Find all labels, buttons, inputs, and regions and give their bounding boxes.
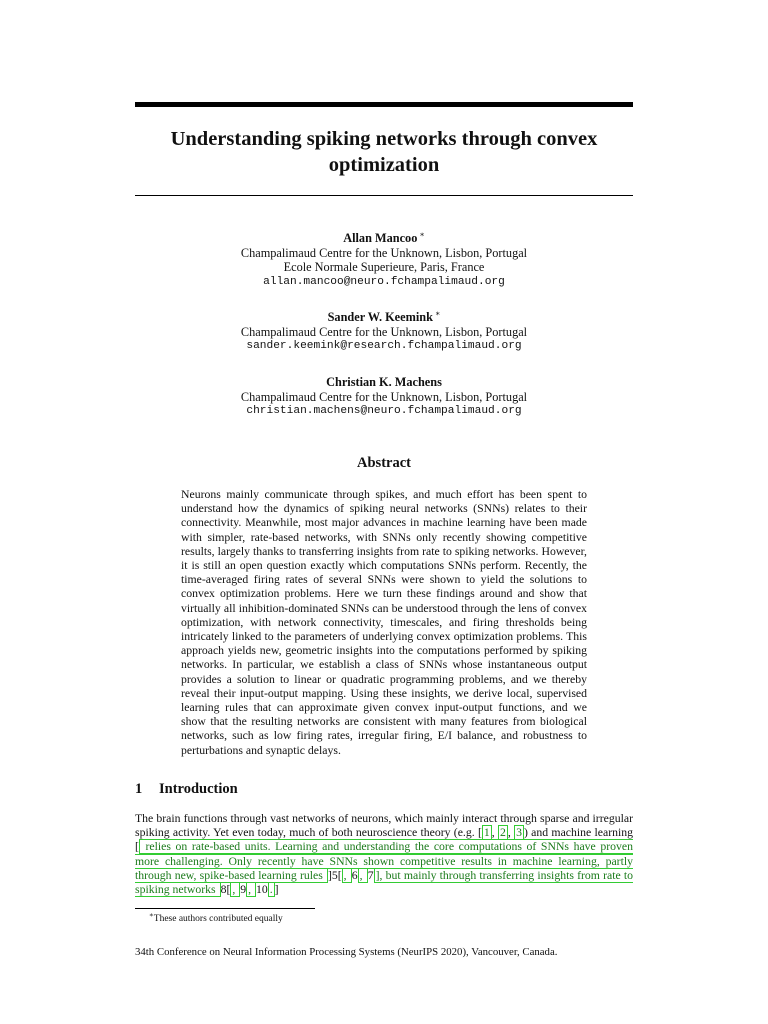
intro-text: 9 bbox=[240, 883, 247, 897]
intro-text: , bbox=[507, 826, 515, 840]
author-block bbox=[135, 310, 633, 354]
section-number: 1 bbox=[135, 781, 143, 797]
author-email[interactable]: christian.machens@neuro.fchampalimaud.org bbox=[246, 405, 522, 418]
author-name: Sander W. Keemink bbox=[327, 310, 433, 324]
citation-link[interactable]: , bbox=[359, 868, 366, 882]
footnote-text: These authors contributed equally bbox=[153, 914, 283, 925]
abstract-heading: Abstract bbox=[357, 455, 411, 471]
author-email[interactable]: sander.keemink@research.fchampalimaud.org bbox=[246, 340, 522, 353]
introduction-paragraph bbox=[135, 812, 633, 897]
footnote-mark: ∗ bbox=[149, 911, 154, 919]
citation-link[interactable]: ], but mainly through transferring insights from rate to spiking networks bbox=[135, 868, 634, 897]
citation-fragment: [ bbox=[135, 840, 139, 854]
citation-fragment: ] bbox=[274, 883, 279, 897]
abstract-text: Neurons mainly communicate through spikes, and much effort has been spent to understand how the dynamics of spiking neural networks (SNNs) relates to their connectivity. Meanwhile, most major advances in machine learning have been made with simpler, rate-based networks, with SNNs only recently showing competitive results, largely thanks to transferring insights from rate to spiking networks. However, it is still an open question exactly which computations SNNs perform. Recently, the time-averaged firing rates of several SNNs were shown to yield the solutions to convex optimization problems. Here we turn these findings around and show that virtually all inhibition-dominated SNNs can be understood through the lens of convex optimization, with network connectivity, timescales, and firing thresholds being intricately linked to the parameters of underlying convex optimization problems. This approach yields new, geometric insights into the computations performed by spiking networks. In particular, we establish a class of SNNs whose instantaneous output provides a solution to linear or quadratic programming problems, and we thereby reveal their input-output mapping. Using these insights, we derive local, supervised learning rules that can approximate given convex input-output functions, and we show that the resulting networks are consistent with many features from biological networks, such as low firing rates, irregular firing, E/I balance, and robustness to perturbations and synaptic delays. bbox=[181, 488, 587, 757]
citation-link[interactable]: relies on rate-based units. Learning and understanding the core computations of SNNs have proven more challenging. Only recently have SNNs shown competitive results in machine learning, partly through new, spike-based learning rules bbox=[135, 840, 633, 882]
paper-title: Understanding spiking networks through convex optimization bbox=[170, 128, 598, 176]
intro-text: 8 bbox=[220, 883, 227, 897]
title-bottom-rule bbox=[135, 195, 633, 196]
intro-text: , bbox=[491, 826, 498, 840]
author-block bbox=[135, 375, 633, 419]
citation-link[interactable]: , bbox=[232, 883, 239, 897]
footnote-rule bbox=[135, 908, 315, 909]
author-affiliation: Champalimaud Centre for the Unknown, Lisbon, Portugal bbox=[240, 324, 528, 339]
author-name: Allan Mancoo bbox=[343, 231, 418, 245]
intro-text: ) and machine learning bbox=[523, 826, 634, 840]
intro-text: 7 bbox=[367, 868, 374, 882]
citation-link[interactable]: 1 bbox=[483, 826, 490, 840]
citation-fragment: [ bbox=[337, 868, 342, 882]
author-affiliation: Ecole Normale Superieure, Paris, France bbox=[283, 260, 485, 275]
author-affiliation: Champalimaud Centre for the Unknown, Lisbon, Portugal bbox=[240, 245, 528, 260]
intro-text: The brain functions through vast networks of neurons, which mainly interact through sparse and irregular spiking activity. Yet even today, much of both neuroscience theory (e.g. bbox=[135, 812, 633, 840]
section-heading bbox=[135, 781, 238, 798]
author-email[interactable]: allan.mancoo@neuro.fchampalimaud.org bbox=[263, 275, 505, 288]
citation-link[interactable]: , bbox=[343, 868, 350, 882]
citation-link[interactable]: , bbox=[248, 883, 254, 897]
citation-link[interactable]: . bbox=[269, 883, 273, 897]
intro-text: 10 bbox=[255, 883, 268, 897]
author-block bbox=[135, 231, 633, 289]
intro-text: 5 bbox=[331, 868, 338, 882]
citation-fragment: [ bbox=[477, 826, 482, 840]
citation-fragment: ] bbox=[327, 868, 332, 882]
citation-link[interactable]: 2 bbox=[500, 826, 506, 840]
author-affiliation: Champalimaud Centre for the Unknown, Lisbon, Portugal bbox=[240, 389, 528, 404]
conference-note: 34th Conference on Neural Information Processing Systems (NeurIPS 2020), Vancouver, Canada. bbox=[135, 946, 558, 958]
footnote bbox=[149, 910, 283, 925]
author-footnote-mark: ∗ bbox=[419, 229, 425, 239]
intro-text: 6 bbox=[351, 868, 358, 882]
author-name: Christian K. Machens bbox=[326, 375, 442, 389]
author-footnote-mark: ∗ bbox=[434, 308, 441, 318]
citation-link[interactable]: 3 bbox=[516, 826, 522, 840]
section-title: Introduction bbox=[159, 781, 238, 797]
title-top-rule bbox=[135, 102, 633, 107]
citation-fragment: [ bbox=[226, 883, 231, 897]
